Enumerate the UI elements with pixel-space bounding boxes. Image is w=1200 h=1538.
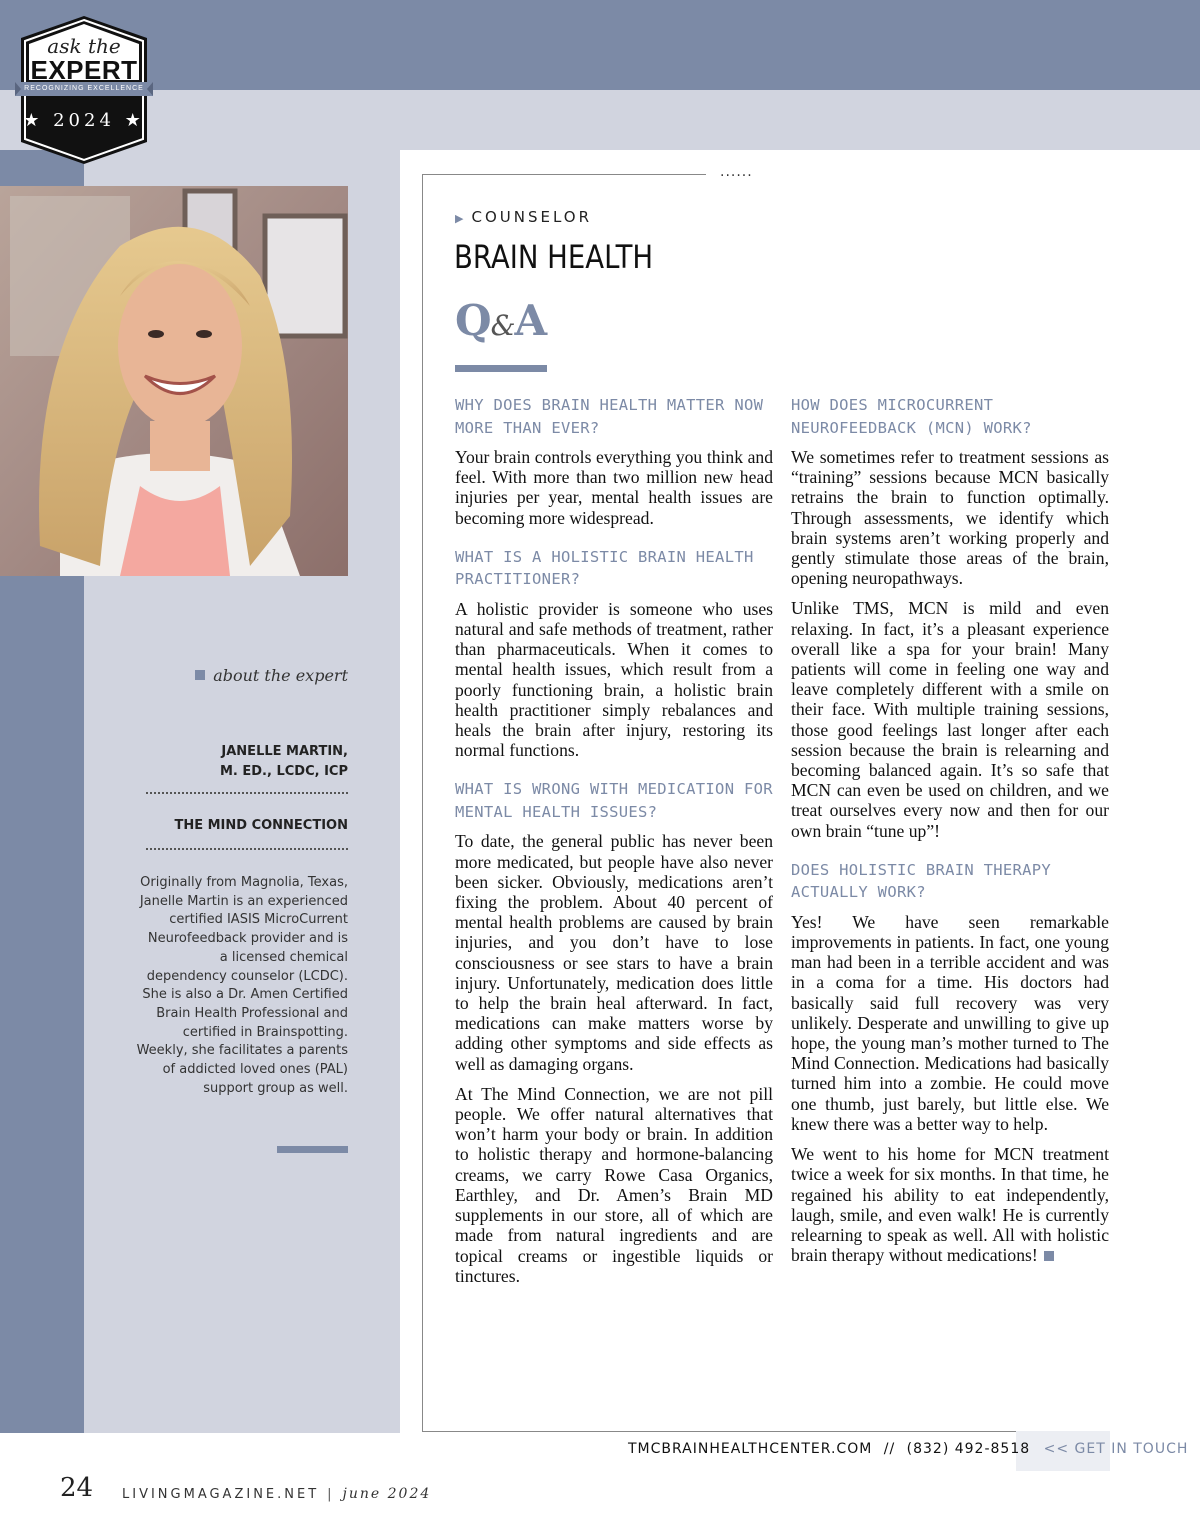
- expert-bio: Originally from Magnolia, Texas, Janelle Martin is an experienced certified IASIS MicroCurrent Neurofeedback provider and is a licensed chemical dependency counselor (LCDC). She is also a Dr. Amen Certified Brain Health Professional and certified in Brainspotting. Weekly, she facilitates a parents of addicted loved ones (PAL) support group as well.: [136, 875, 348, 1096]
- about-the-expert-label: [130, 666, 348, 685]
- qa-heading: [455, 296, 545, 345]
- frame-dots-ornament: ......: [720, 164, 753, 180]
- answer-paragraph: Yes! We have seen remarkable improvements in patients. In fact, one young man had been in a terrible accident and was in a coma for a time. His doctors had basically said full recovery was very unlikely. Desperate and unwilling to give up hope, the young man’s mother turned to The Mind Connection. Medications had basically turned him into a zombie. He could move one thumb, just barely, but little else. We knew there was a better way to help.: [791, 911, 1109, 1134]
- title-accent-bar: [455, 365, 547, 372]
- qa-q: Q: [455, 296, 490, 345]
- answer-paragraph: At The Mind Connection, we are not pill people. We offer natural alternatives that won’t harm your body or brain. In addition to holistic therapy and hormone-balancing creams, we carry Rowe Casa Organics, Earthley, and Dr. Amen’s Brain MD supplements in our store, all of which are made from natural ingredients and are topical creams or ingestible liquids or tinctures.: [455, 1083, 773, 1286]
- website-link[interactable]: TMCBRAINHEALTHCENTER.COM: [628, 1441, 873, 1457]
- article-column-right: [791, 394, 1109, 1275]
- answer-paragraph-final: [791, 1144, 1109, 1265]
- get-in-touch-link[interactable]: << GET IN TOUCH: [1043, 1441, 1189, 1457]
- about-label-text: about the expert: [213, 666, 348, 685]
- bio-accent-bar: [277, 1146, 348, 1153]
- question-heading: WHAT IS WRONG WITH MEDICATION FOR MENTAL HEALTH ISSUES?: [455, 780, 773, 821]
- expert-credentials: M. ED., LCDC, ICP: [219, 764, 348, 779]
- section-kicker: [455, 208, 592, 226]
- issue-date: june 2024: [342, 1486, 432, 1502]
- badge-line-expert: EXPERT: [30, 55, 138, 85]
- answer-paragraph: A holistic provider is someone who uses natural and safe methods of treatment, rather than pharmaceuticals. When it comes to mental health issues, which result from a poorly functioning brain, a holistic brain health practitioner simply rebalances and heals the brain after injury, restoring its normal functions.: [455, 598, 773, 761]
- badge-tagline: RECOGNIZING EXCELLENCE: [24, 85, 144, 92]
- qa-a: A: [514, 296, 546, 345]
- article-title: BRAIN HEALTH: [454, 238, 654, 276]
- expert-name-line1: JANELLE MARTIN,: [221, 744, 348, 759]
- badge-year: ★ 2024 ★: [23, 110, 145, 131]
- frame-top-line: [422, 174, 706, 175]
- kicker-text: COUNSELOR: [471, 208, 592, 226]
- top-band: [0, 0, 1200, 90]
- publication-folio: [122, 1486, 431, 1502]
- question-heading: WHY DOES BRAIN HEALTH MATTER NOW MORE THAN EVER?: [455, 396, 764, 437]
- top-band-light: [0, 90, 1200, 150]
- frame-bottom-line: [422, 1431, 1110, 1432]
- expert-portrait-photo: [0, 186, 348, 576]
- dotted-divider: [146, 848, 348, 850]
- answer-paragraph: To date, the general public has never been more medicated, but people have also never been sicker. Obviously, medications aren’t fixing the problem. About 40 percent of mental health problems are caused by brain injuries, and you don’t have to lose consciousness or see stars to have a brain injury. Unfortunately, medication does little to help the brain heal afterward. In fact, medications can make matters worse by adding other symptoms and side effects as well as damaging organs.: [455, 831, 773, 1074]
- badge-line-ask: ask the: [47, 34, 121, 58]
- end-mark-icon: [1044, 1251, 1054, 1261]
- folio-separator: |: [327, 1487, 335, 1502]
- question-heading: DOES HOLISTIC BRAIN THERAPY ACTUALLY WORK?: [791, 860, 1052, 902]
- publication-name[interactable]: LIVINGMAGAZINE.NET: [122, 1487, 320, 1502]
- dotted-divider: [146, 792, 348, 794]
- contact-divider: //: [883, 1441, 896, 1457]
- ask-the-expert-badge: [15, 14, 153, 166]
- final-answer-text: We went to his home for MCN treatment twice a week for six months. In that time, he regained his ability to eat independently, laugh, smile, and even walk! He is currently relearning to speak as well. All with holistic brain therapy without medications!: [791, 1144, 1109, 1266]
- page-number: 24: [60, 1473, 94, 1503]
- answer-paragraph: We sometimes refer to treatment sessions as “training” sessions because MCN basically retrains the brain to function optimally. Through assessments, we identify which brain systems aren’t working properly and gently stimulate those areas of the brain, opening neuropathways.: [791, 447, 1109, 589]
- article-column-left: [455, 394, 773, 1296]
- organization-name: THE MIND CONNECTION: [174, 818, 348, 833]
- question-heading: WHAT IS A HOLISTIC BRAIN HEALTH PRACTITIONER?: [455, 547, 754, 589]
- play-triangle-icon: ▶: [455, 212, 464, 225]
- square-bullet-icon: [195, 670, 205, 680]
- answer-paragraph: Your brain controls everything you think and feel. With more than two million new head injuries per year, mental health issues are becoming more widespread.: [455, 447, 773, 528]
- expert-name: [130, 742, 348, 782]
- frame-left-line: [422, 174, 423, 1431]
- question-heading: HOW DOES MICROCURRENT NEUROFEEDBACK (MCN) WORK?: [791, 396, 1032, 437]
- footer-contact: [628, 1441, 1188, 1457]
- qa-ampersand: &: [490, 309, 514, 342]
- answer-paragraph: Unlike TMS, MCN is mild and even relaxing. In fact, it’s a pleasant experience overall like a spa for your brain! Many patients will come in feeling one way and leave completely different with a smile on their face. With multiple training sessions, those good feelings last longer after each session because the brain is relearning and becoming balanced again. It’s so safe that MCN can even be used on children, and we treat ourselves every now and then for our own brain “tune up”!: [791, 598, 1109, 841]
- phone-number[interactable]: (832) 492-8518: [906, 1441, 1031, 1457]
